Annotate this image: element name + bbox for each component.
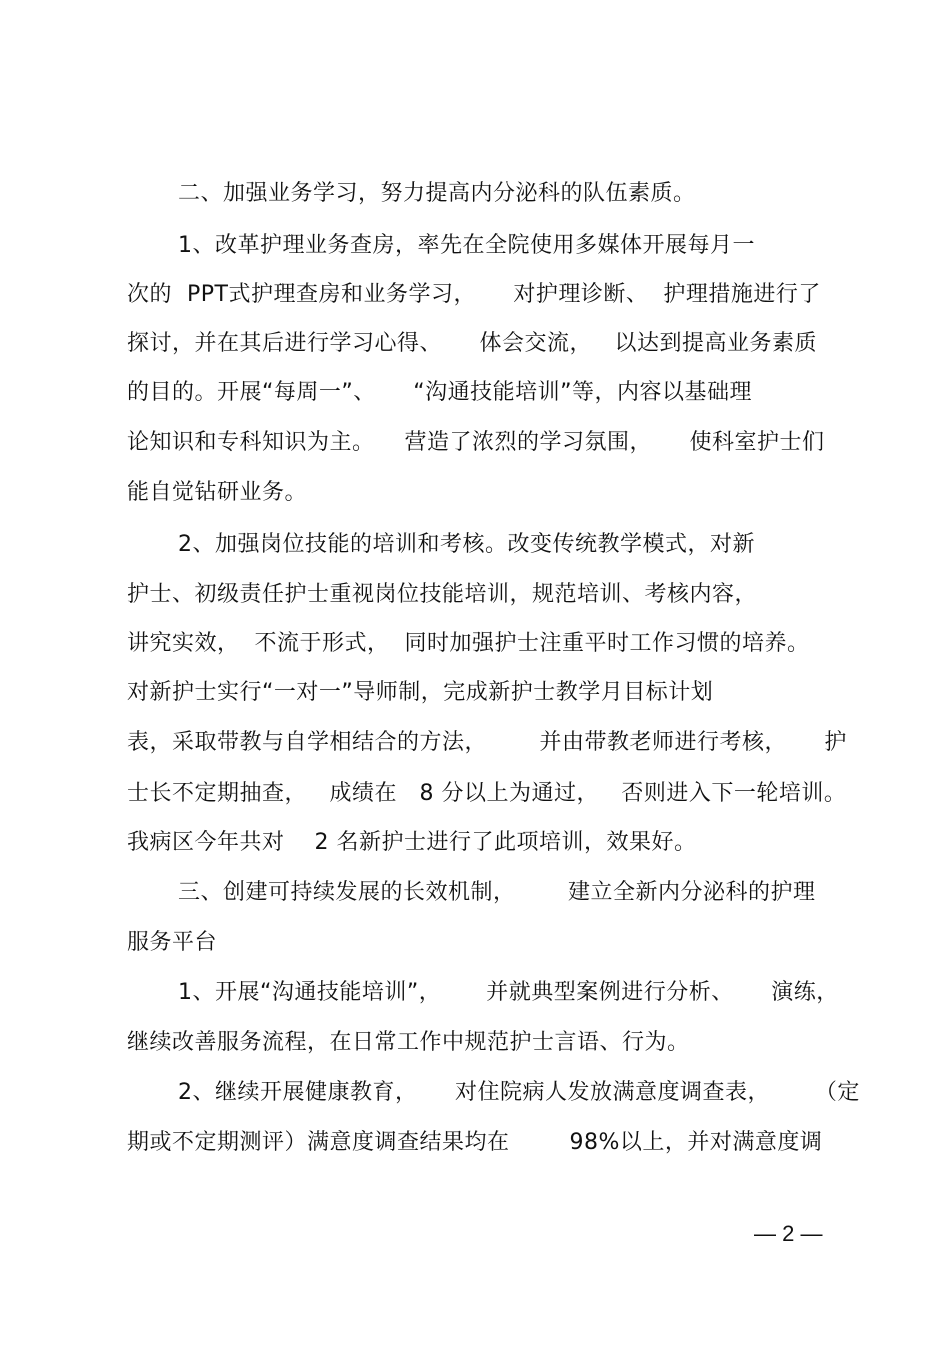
text-line: 2、加强岗位技能的培训和考核。改变传统教学模式，对新 (178, 532, 755, 557)
text-line: 1、改革护理业务查房，率先在全院使用多媒体开展每月一 (178, 233, 755, 258)
text-line: 士长不定期抽查， 成绩在 8 分以上为通过， 否则进入下一轮培训。 (127, 781, 847, 806)
text-line: 探讨，并在其后进行学习心得、 体会交流， 以达到提高业务素质 (127, 331, 817, 356)
text-line: 表，采取带教与自学相结合的方法， 并由带教老师进行考核， 护 (127, 730, 847, 755)
text-line: 1、开展“沟通技能培训”， 并就典型案例进行分析、 演练， (178, 980, 839, 1005)
page-number: — 2 — (754, 1221, 823, 1246)
text-line: 三、创建可持续发展的长效机制， 建立全新内分泌科的护理 (178, 880, 816, 905)
text-line: 我病区今年共对 2 名新护士进行了此项培训，效果好。 (127, 830, 697, 855)
text-line: 能自觉钻研业务。 (127, 480, 308, 505)
text-line: 对新护士实行“一对一”导师制，完成新护士教学月目标计划 (127, 680, 714, 705)
text-line: 期或不定期测评）满意度调查结果均在 98%以上，并对满意度调 (127, 1130, 823, 1155)
text-line: 的目的。开展“每周一”、 “沟通技能培训”等，内容以基础理 (127, 380, 753, 405)
text-line: 论知识和专科知识为主。 营造了浓烈的学习氛围， 使科室护士们 (127, 430, 825, 455)
text-line: 服务平台 (127, 930, 218, 955)
text-line: 讲究实效， 不流于形式， 同时加强护士注重平时工作习惯的培养。 (127, 631, 810, 656)
text-line: 2、继续开展健康教育， 对住院病人发放满意度调查表， （定 (178, 1080, 860, 1105)
text-line: 二、加强业务学习，努力提高内分泌科的队伍素质。 (178, 181, 696, 206)
text-line: 次的 PPT式护理查房和业务学习， 对护理诊断、 护理措施进行了 (127, 282, 821, 307)
text-line: 护士、初级责任护士重视岗位技能培训，规范培训、考核内容， (127, 582, 758, 607)
text-line: 继续改善服务流程，在日常工作中规范护士言语、行为。 (127, 1030, 690, 1055)
